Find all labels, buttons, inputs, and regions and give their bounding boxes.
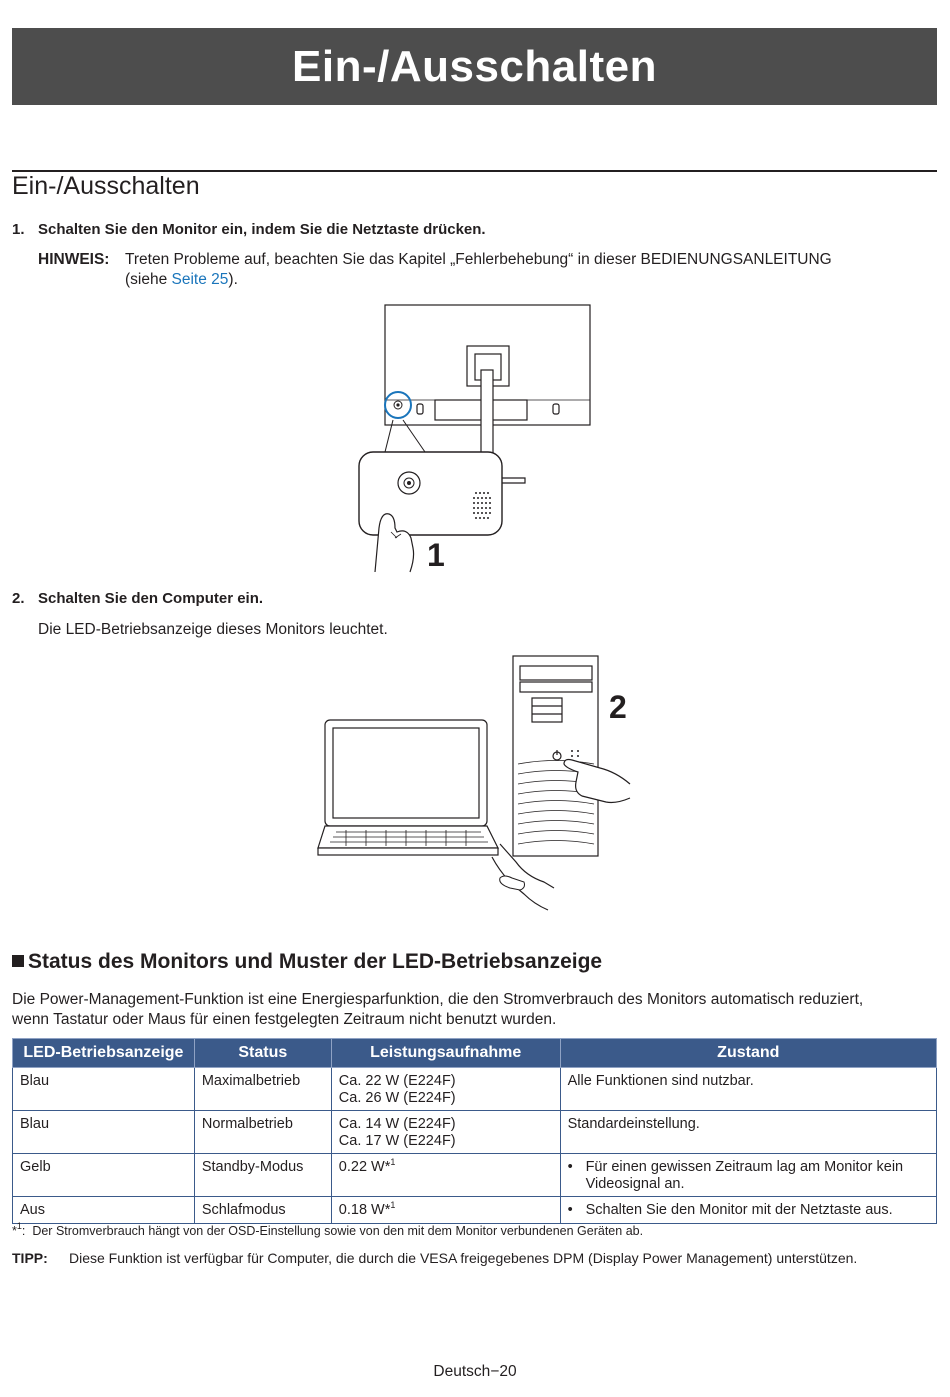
footnote: *$^1$: Der Stromverbrauch hängt von der OSD-Einstellung sowie von den mit dem Monitor verbundenen Geräten ab. xyxy=(12,1221,644,1238)
tip xyxy=(12,1250,857,1266)
computer-power-illustration xyxy=(316,652,636,914)
square-bullet-icon xyxy=(12,955,24,967)
step-2-text: Schalten Sie den Computer ein. xyxy=(38,590,264,607)
page-link[interactable]: Seite 25 xyxy=(171,271,229,288)
header-state: Zustand xyxy=(560,1039,936,1068)
step-1 xyxy=(12,221,486,238)
tip-text: Diese Funktion ist verfügbar für Computer, die durch die VESA freigegebenes DPM (Display Power Management) unterstützen. xyxy=(69,1250,858,1266)
monitor-power-illustration xyxy=(355,300,530,575)
header-status: Status xyxy=(194,1039,331,1068)
note-line-2: (siehe Seite 25). xyxy=(125,271,238,288)
step-2 xyxy=(12,590,263,607)
section-heading: Ein-/Ausschalten xyxy=(12,172,200,200)
note-text xyxy=(125,250,832,290)
status-intro: Die Power-Management-Funktion ist eine Energiesparfunktion, die den Stromverbrauch des Monitors automatisch reduziert, wenn Tastatur oder Maus für einen festgelegten Zeitraum nicht benutzt wurden. xyxy=(12,991,864,1028)
step-2-desc: Die LED-Betriebsanzeige dieses Monitors leuchtet. xyxy=(38,621,388,638)
table-row: Blau Normalbetrieb Ca. 14 W (E224F) Ca. 17 W (E224F) Standardeinstellung. xyxy=(13,1111,937,1154)
step-1-text: Schalten Sie den Monitor ein, indem Sie die Netztaste drücken. xyxy=(38,221,486,238)
step-2-number: 2. xyxy=(12,590,25,607)
note-label: HINWEIS: xyxy=(38,251,110,268)
note-line-1: Treten Probleme auf, beachten Sie das Kapitel „Fehlerbehebung“ in dieser BEDIENUNGSANLEITUNG xyxy=(125,251,832,268)
table-row: Blau Maximalbetrieb Ca. 22 W (E224F) Ca. 26 W (E224F) Alle Funktionen sind nutzbar. xyxy=(13,1068,937,1111)
step-1-number: 1. xyxy=(12,221,25,238)
page-number: Deutsch−20 xyxy=(433,1363,517,1380)
page-title-banner xyxy=(12,28,937,105)
header-led: LED-Betriebsanzeige xyxy=(13,1039,195,1068)
table-row: Aus Schlafmodus 0.18 W*$^1$ • Schalten Sie den Monitor mit der Netztaste aus. xyxy=(13,1197,937,1224)
table-header-row xyxy=(13,1039,937,1068)
tip-label: TIPP: xyxy=(12,1250,48,1266)
figure-2-label: 2 xyxy=(609,689,627,725)
table-row: Gelb Standby-Modus 0.22 W*$^1$ • Für einen gewissen Zeitraum lag am Monitor kein Videosignal an. xyxy=(13,1154,937,1197)
status-heading: Status des Monitors und Muster der LED-Betriebsanzeige xyxy=(12,950,602,974)
header-power: Leistungsaufnahme xyxy=(331,1039,560,1068)
status-table xyxy=(12,1038,937,1224)
figure-1-label: 1 xyxy=(427,537,445,573)
page-title: Ein-/Ausschalten xyxy=(292,41,657,91)
